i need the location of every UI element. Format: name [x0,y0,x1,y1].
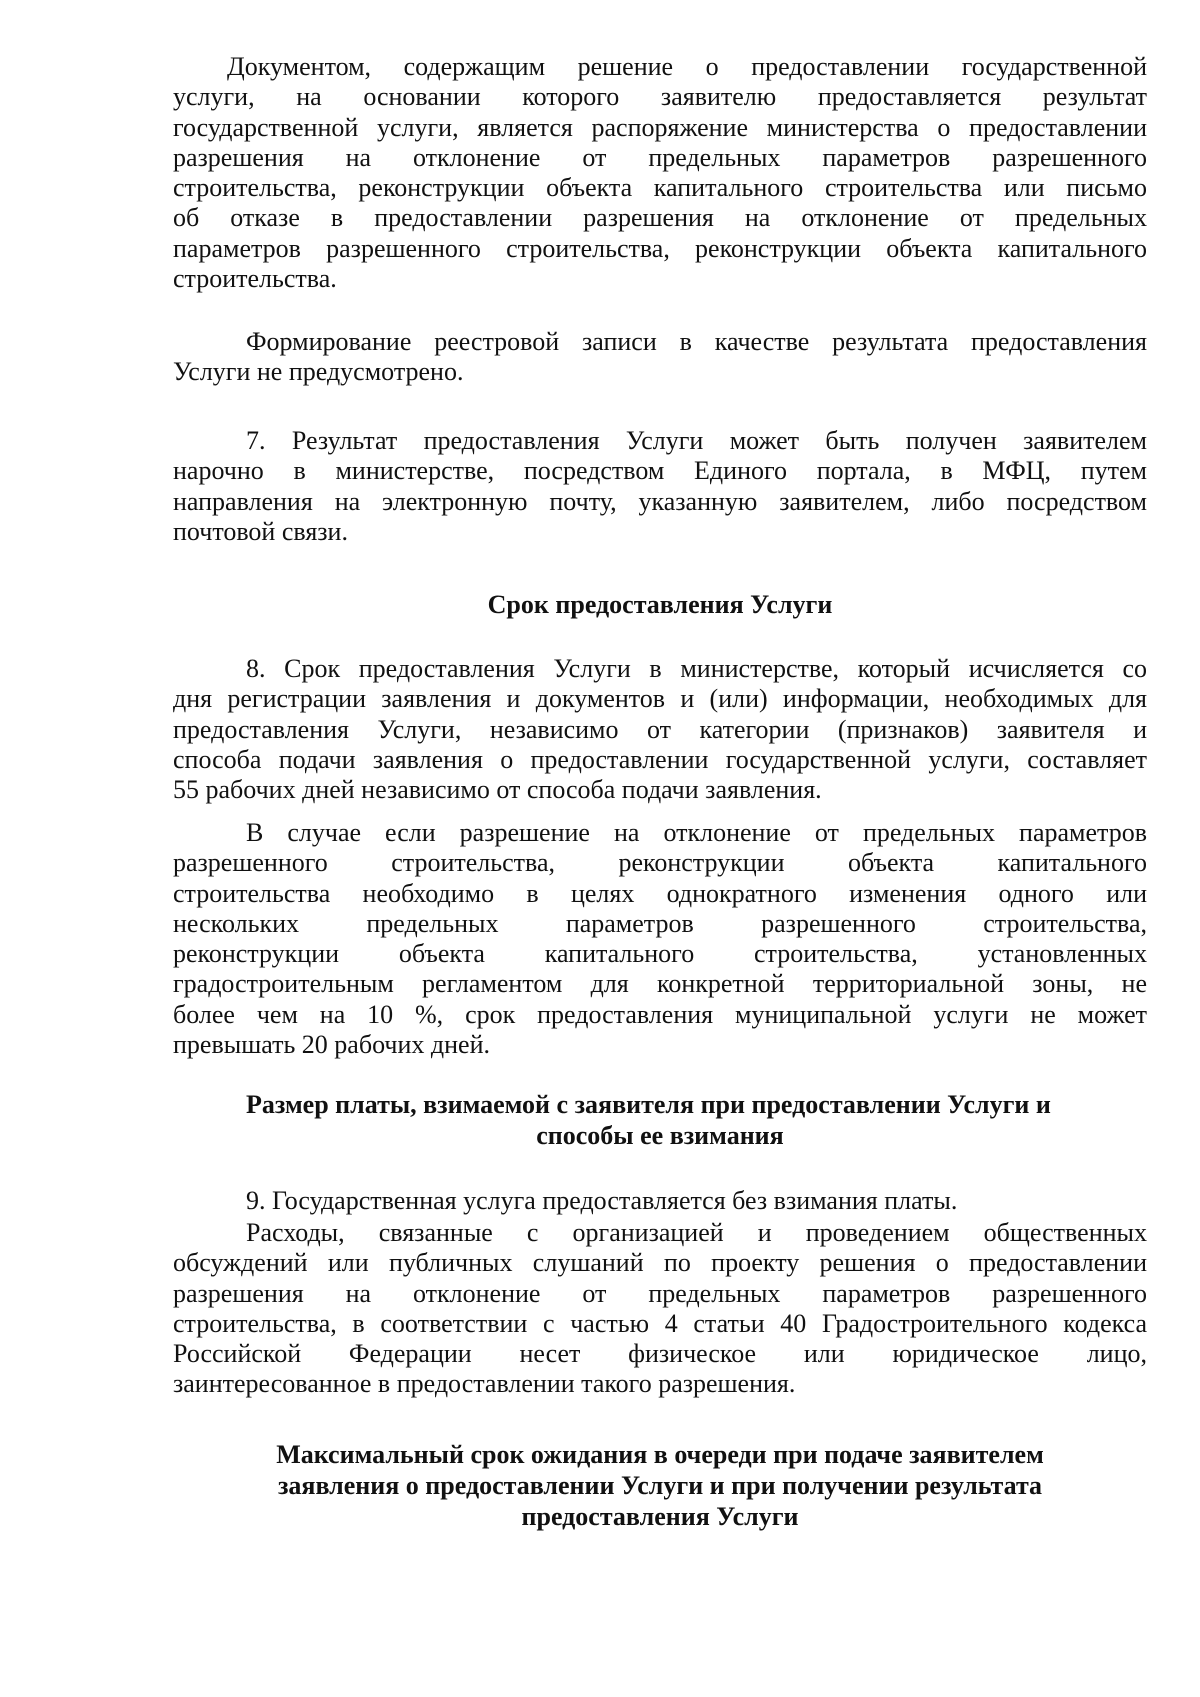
paragraph-item-9 [173,1186,1147,1216]
text-line: Формирование реестровой записи в качестве результата предоставления [246,327,1147,356]
text-line: градостроительным регламентом для конкретной территориальной зоны, не [173,969,1147,999]
text-line: разрешенного строительства, реконструкции объекта капитального [173,848,1147,878]
section-heading-fee [173,1089,1147,1151]
text-line: реконструкции объекта капитального строительства, установленных [173,939,1147,969]
text-line: 7. Результат предоставления Услуги может быть получен заявителем [246,426,1147,455]
text-line: разрешения на отклонение от предельных параметров разрешенного [173,142,1147,172]
text-line: нарочно в министерстве, посредством Единого портала, в МФЦ, путем [173,456,1147,486]
section-heading-queue [173,1439,1147,1532]
heading-line: Максимальный срок ожидания в очереди при подаче заявителем [276,1440,1044,1469]
text-line: Документом, содержащим решение о предоставлении государственной [227,52,1147,81]
paragraph-item-7 [173,426,1147,547]
heading-line: способы ее взимания [536,1121,784,1150]
text-line: заинтересованное в предоставлении такого разрешения. [173,1369,796,1399]
text-line: параметров разрешенного строительства, реконструкции объекта капитального [173,233,1147,263]
text-line: Расходы, связанные с организацией и проведением общественных [246,1218,1147,1247]
text-line: 8. Срок предоставления Услуги в министерстве, который исчисляется со [246,654,1147,683]
text-line: услуги, на основании которого заявителю предоставляется результат [173,82,1147,112]
text-line: направления на электронную почту, указанную заявителем, либо посредством [173,486,1147,516]
text-line: об отказе в предоставлении разрешения на отклонение от предельных [173,203,1147,233]
text-line: более чем на 10 %, срок предоставления муниципальной услуги не может [173,999,1147,1029]
text-line: В случае если разрешение на отклонение от предельных параметров [246,818,1147,847]
text-line: дня регистрации заявления и документов и (или) информации, необходимых для [173,684,1147,714]
text-line: 55 рабочих дней независимо от способа подачи заявления. [173,775,822,805]
heading-line: заявления о предоставлении Услуги и при получении результата [277,1471,1043,1500]
text-line: способа подачи заявления о предоставлении государственной услуги, составляет [173,744,1147,774]
text-line: разрешения на отклонение от предельных параметров разрешенного [173,1278,1147,1308]
text-line: государственной услуги, является распоряжение министерства о предоставлении [173,112,1147,142]
text-line: нескольких предельных параметров разрешенного строительства, [173,908,1147,938]
text-line: предоставления Услуги, независимо от категории (признаков) заявителя и [173,714,1147,744]
paragraph-deviation-case [173,818,1147,1060]
text-line: Российской Федерации несет физическое или юридическое лицо, [173,1339,1147,1369]
heading-line: Размер платы, взимаемой с заявителя при предоставлении Услуги и [246,1090,1051,1119]
text-line: 9. Государственная услуга предоставляется без взимания платы. [246,1186,958,1215]
paragraph-result-document [173,52,1147,294]
text-line: строительства. [173,264,337,294]
text-line: обсуждений или публичных слушаний по проекту решения о предоставлении [173,1248,1147,1278]
text-line: строительства, в соответствии с частью 4 статьи 40 Градостроительного кодекса [173,1308,1147,1338]
section-heading-term: Срок предоставления Услуги [487,590,833,619]
paragraph-registry-entry [173,327,1147,388]
text-line: Услуги не предусмотрено. [173,357,464,387]
paragraph-expenses [173,1218,1147,1400]
text-line: строительства, реконструкции объекта капитального строительства или письмо [173,173,1147,203]
heading-line: предоставления Услуги [521,1502,799,1531]
text-line: превышать 20 рабочих дней. [173,1030,490,1060]
text-line: строительства необходимо в целях однократного изменения одного или [173,878,1147,908]
paragraph-item-8 [173,654,1147,805]
text-line: почтовой связи. [173,516,348,546]
